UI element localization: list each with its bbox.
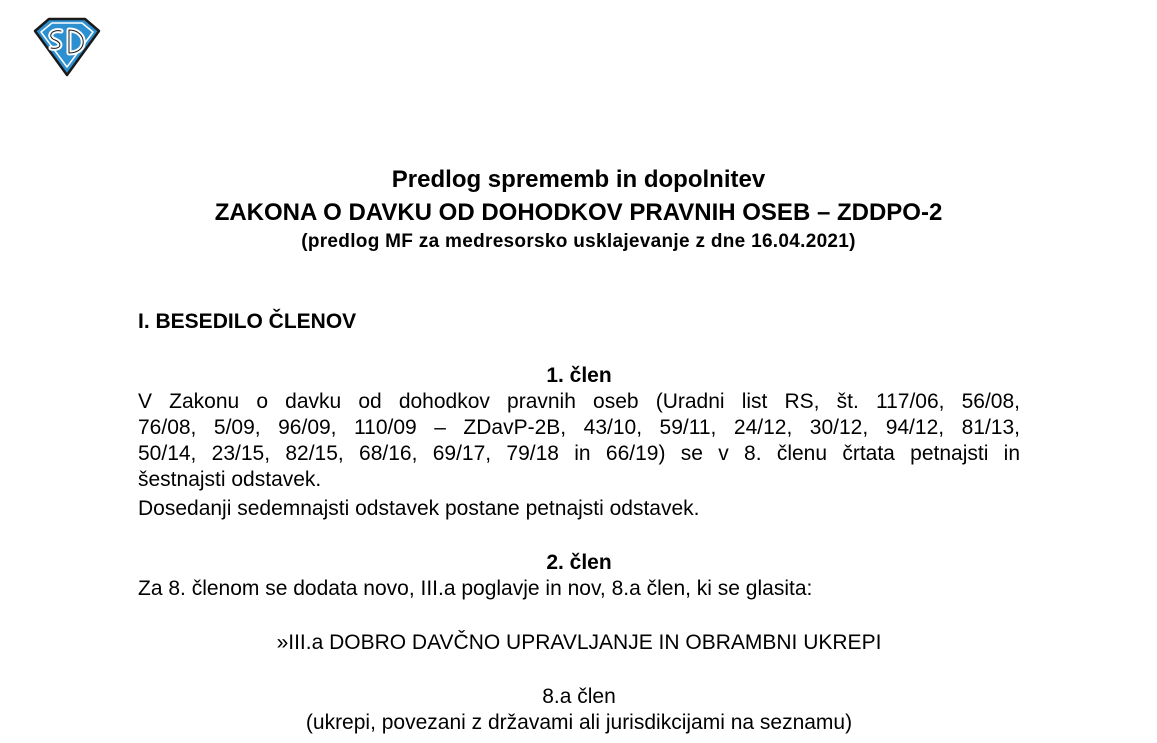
article-1-second-paragraph: Dosedanji sedemnajsti odstavek postane petnajsti odstavek. bbox=[138, 497, 700, 520]
article-1-paragraph bbox=[138, 389, 1020, 493]
document-title: Predlog sprememb in dopolnitev bbox=[391, 166, 766, 193]
article-1-heading: 1. člen bbox=[546, 364, 612, 387]
article-8a-subtitle: (ukrepi, povezani z državami ali jurisdikcijami na seznamu) bbox=[305, 711, 853, 734]
article-1-line: šestnajsti odstavek. bbox=[138, 468, 322, 491]
article-1-line: 76/08, 5/09, 96/09, 110/09 – ZDavP-2B, 43/10, 59/11, 24/12, 30/12, 94/12, 81/13, bbox=[138, 416, 1020, 439]
article-1-line: V Zakonu o davku od dohodkov pravnih oseb (Uradni list RS, št. 117/06, 56/08, bbox=[138, 390, 1020, 413]
proposal-note: (predlog MF za medresorsko usklajevanje z dne 16.04.2021) bbox=[301, 231, 856, 252]
chapter-heading: »III.a DOBRO DAVČNO UPRAVLJANJE IN OBRAMBNI UKREPI bbox=[276, 631, 882, 654]
article-1-line: 50/14, 23/15, 82/15, 68/16, 69/17, 79/18 in 66/19) se v 8. členu črtata petnajsti in bbox=[138, 442, 1020, 465]
law-title: ZAKONA O DAVKU OD DOHODKOV PRAVNIH OSEB – ZDDPO-2 bbox=[214, 199, 943, 226]
section-heading: I. BESEDILO ČLENOV bbox=[138, 310, 357, 333]
article-2-text: Za 8. členom se dodata novo, III.a poglavje in nov, 8.a člen, ki se glasita: bbox=[138, 577, 813, 600]
article-8a-heading: 8.a člen bbox=[542, 685, 616, 708]
article-2-heading: 2. člen bbox=[546, 551, 612, 574]
company-logo bbox=[31, 17, 103, 79]
